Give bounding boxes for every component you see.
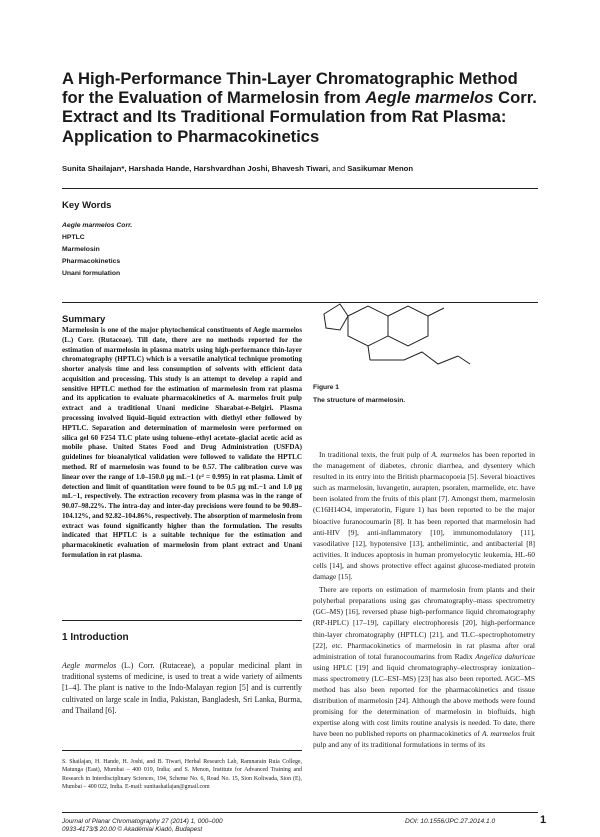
page-number: 1	[540, 814, 547, 826]
author-and: and	[330, 164, 348, 173]
journal-citation: Journal of Planar Chromatography 27 (2014) 1, 000–000	[62, 818, 223, 825]
author-footnote: S. Shailajan, H. Hande, H. Joshi, and B. Tiwari, Herbal Research Lab, Ramnarain Ruia College, Matunga (East), Mumbai – 400 019, India; and S. Menon, Institute for Advanced Training and Research in Interdisciplinary Sciences, 194, Scheme No. 6, Road No. 15, Sion Koliwada, Sion (E), Mumbai – 400 022, India. E-mail: sunitashailajan@gmail.com	[62, 759, 302, 791]
keyword-item: Aegle marmelos Corr.	[62, 222, 133, 229]
benzene-ring	[348, 306, 388, 346]
carbonyl-bond	[428, 308, 444, 316]
divider-footnote	[62, 750, 302, 751]
figure-caption: The structure of marmelosin.	[313, 397, 406, 404]
introduction-heading: 1 Introduction	[62, 632, 129, 643]
marmelosin-structure	[318, 272, 528, 372]
introduction-text	[62, 660, 302, 716]
methyl-bond	[458, 356, 470, 364]
divider-footer	[62, 812, 538, 813]
title-text: A High-Performance Thin-Layer Chromatographic Method for the Evaluation of Marmelosin from	[62, 69, 518, 108]
keywords-heading: Key Words	[62, 200, 112, 211]
prenyl-chain	[370, 352, 458, 364]
summary-heading: Summary	[62, 314, 106, 325]
divider-top	[62, 188, 538, 189]
keyword-item: Unani formulation	[62, 270, 121, 277]
summary-text: Marmelosin is one of the major phytochemical constituents of Aegle marmelos (L.) Corr. (Rutaceae). Till date, there are no methods reported for the estimation of marmelosin in plasma matrix using high-performance thin-layer chromatography (HPTLC) which is a versatile analytical technique promoting shorter analysis time and less consumption of solvents with efficient data acquisition and processing. This study is an attempt to develop a rapid and sensitive HPTLC method for the estimation of marmelosin from rat plasma and its application to evaluate pharmacokinetics of A. marmelos fruit pulp extract and a traditional Unani medicine Sharabat-e-Belgiri. Plasma processing involved liquid–liquid extraction with diethyl ether followed by HPTLC. Separation and determination of marmelosin were performed on silica gel 60 F254 TLC plate using toluene–ethyl acetate–glacial acetic acid as mobile phase. United States Food and Drug Administration (USFDA) guidelines for bioanalytical validation were followed to validate the HPTLC method. Rf of marmelosin was found to be 0.57. The calibration curve was linear over the range of 1.0–150.0 μg mL−1 (r² = 0.995) in rat plasma. Limit of detection and limit of quantitation were found to be 0.5 μg mL−1 and 1.0 μg mL−1, respectively. The extraction recovery from plasma was in the range of 90.07–98.22%. The intra-day and inter-day precisions were found to be 90.89–104.12%, and 92.82–104.86%, respectively. The absorption of marmelosin from extract was found significantly higher than the formulation. The results indicated that HPTLC is a suitable technique for the estimation and pharmacokinetic evaluation of marmelosin from plant extract and Unani formulation in rat plasma.	[62, 326, 303, 559]
footer-doi: DOI: 10.1556/JPC.27.2014.1.0	[405, 818, 496, 825]
ether-bond	[368, 346, 370, 360]
author-names: Sunita Shailajan*, Harshada Hande, Harshvardhan Joshi, Bhavesh Tiwari,	[62, 164, 331, 173]
body-paragraph-2: There are reports on estimation of marmelosin from plants and their polyherbal preparations using gas chromatography–mass spectrometry (GC–MS) [16], reversed phase high-performance liquid chromatography (RP-HPLC) [17–19], capillary electrophoresis [20], high-performance thin-layer chromatography (HPTLC) [21], and TLC–spectrophotometry [22], etc. Pharmacokinetics of marmelosin in rat plasma after oral administration of total furanocoumarins from Radix Angelica dahuricae using HPLC [19] and liquid chromatography–electrospray ionization–mass spectrometry (LC–ESI–MS) [23] has also been reported. AGC–MS method has also been reported for the pharmacokinetics and tissue distribution of marmelosin [24]. Although the above methods were found promising for the determination of marmelosin in biofluids, high expertise along with cost limits routine analysis is needed. To date, there have been no published reports on pharmacokinetics of A. marmelos fruit pulp and any of its traditional formulations in terms of its	[313, 585, 536, 750]
intro-species: Aegle marmelos	[62, 661, 117, 670]
body-paragraph-1: In traditional texts, the fruit pulp of A. marmelos has been reported in the management of diabetes, chronic diarrhea, and dysentery which resulted in its entry into the British pharmacopoeia [5]. Several bioactives such as marmelosin, luvangetin, aurapten, psoralen, marmelide, etc. have been isolated from the fruits of this plant [7]. Amongst them, marmelosin (C16H14O4, imperatorin, Figure 1) has been reported to be the major bioactive furanocoumarin [8]. It has been reported that marmelosin had anti-HIV [9], anti-inflammatory [10], immunomodulatory [11], vasodilative [12], hypotensive [13], anthelimintic, and antibacterial [8] activities. It induces apoptosis in human promyelocytic leukemia, HL-60 cells [14], and shows protective effect against glucose-mediated protein damage [15].	[313, 450, 535, 582]
keyword-item: HPTLC	[62, 234, 85, 241]
keyword-item: Pharmacokinetics	[62, 258, 121, 265]
figure-label: Figure 1	[313, 384, 340, 391]
author-last: Sasikumar Menon	[347, 164, 414, 173]
furan-ring	[324, 304, 348, 330]
intro-body: (L.) Corr. (Rutaceae), a popular medicinal plant in traditional systems of medicine, is used to treat a wide variety of ailments [1–4]. The plant is native to the Indo-Malayan region [5] and is currently cultivated on large scale in India, Pakistan, Bangladesh, Sri Lanka, Burma, and Thailand [6].	[62, 661, 303, 715]
title-species: Aegle marmelos	[365, 88, 494, 108]
right-column-text	[313, 449, 535, 751]
journal-issn: 0933-4173/$ 20.00 © Akadémiai Kiadó, Budapest	[62, 825, 203, 833]
divider-intro	[62, 620, 302, 621]
pyrone-ring	[388, 306, 428, 346]
paper-title	[62, 69, 542, 146]
footer-journal	[62, 818, 223, 833]
keyword-item: Marmelosin	[62, 246, 100, 253]
keywords-list	[62, 220, 132, 280]
title-text-end: Corr. Extract and Its Traditional Formulation from Rat Plasma: Application to Pharmacokinetics	[62, 88, 537, 146]
authors	[62, 164, 542, 173]
